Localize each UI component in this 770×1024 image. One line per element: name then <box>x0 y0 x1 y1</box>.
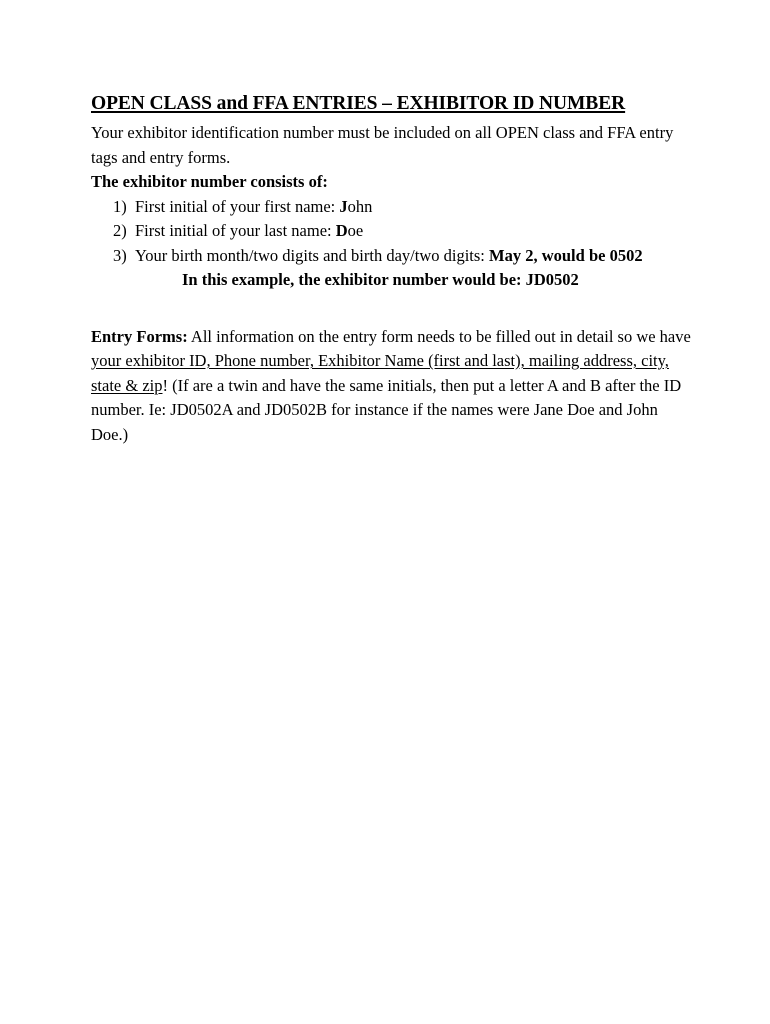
entry-forms-text-before: All information on the entry form needs to be filled out in detail so we have <box>187 326 691 346</box>
step-number: 1) <box>113 196 127 216</box>
step-rest: ohn <box>347 196 373 216</box>
entry-forms-paragraph <box>91 325 691 448</box>
step-text: First initial of your first name: <box>135 196 340 216</box>
intro-paragraph: Your exhibitor identification number must be included on all OPEN class and FFA entry tags and entry forms. <box>91 123 674 167</box>
step-number: 3) <box>113 245 127 265</box>
document-title: OPEN CLASS and FFA ENTRIES – EXHIBITOR ID NUMBER <box>91 93 626 114</box>
steps-list <box>91 195 691 269</box>
consists-heading: The exhibitor number consists of: <box>91 172 328 191</box>
step-text: First initial of your last name: <box>135 221 336 240</box>
entry-forms-required-fields: your exhibitor ID, Phone number, Exhibitor Name (first and last), mailing address, city, state & zip <box>91 351 669 395</box>
list-item <box>91 195 691 220</box>
step-text: Your birth month/two digits and birth day/two digits: <box>135 245 490 265</box>
step-bold: May 2, would be 0502 <box>489 245 643 265</box>
step-rest: oe <box>347 221 364 240</box>
list-item <box>91 219 691 244</box>
document-page <box>91 93 691 447</box>
entry-forms-label: Entry Forms: <box>91 326 188 346</box>
step-number: 2) <box>113 221 127 240</box>
example-line: In this example, the exhibitor number would be: JD0502 <box>182 270 579 289</box>
spacer <box>91 293 691 325</box>
list-item <box>91 244 691 269</box>
entry-forms-text-after: ! (If are a twin and have the same initials, then put a letter A and B after the ID number. Ie: JD0502A and JD0502B for instance if the names were Jane Doe and John Doe.) <box>91 375 682 444</box>
step-bold: D <box>335 221 348 240</box>
step-bold: J <box>339 196 348 216</box>
